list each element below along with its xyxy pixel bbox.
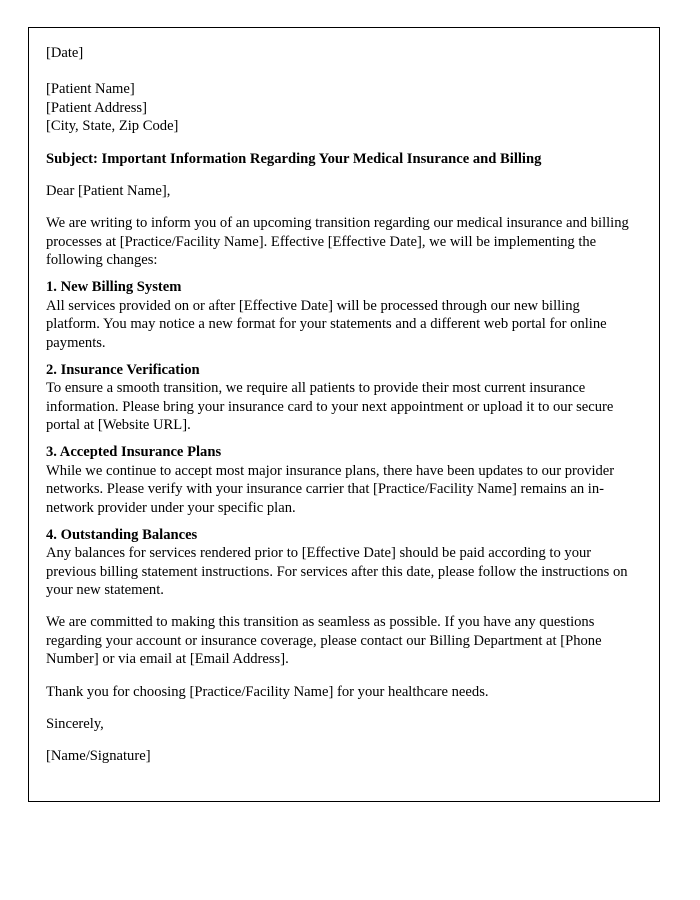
- recipient-address: [Patient Address]: [46, 99, 147, 116]
- subject-line: Subject: Important Information Regarding Your Medical Insurance and Billing: [46, 150, 542, 167]
- spacer: [46, 733, 631, 747]
- intro-paragraph: We are writing to inform you of an upcoming transition regarding our medical insurance and billing processes at [Practice/Facility Name]. Effective [Effective Date], we will be implementing the following changes:: [46, 215, 629, 268]
- section-4-heading: 4. Outstanding Balances: [46, 526, 198, 543]
- spacer: [46, 200, 631, 214]
- spacer: [46, 269, 631, 278]
- section-3-body: While we continue to accept most major insurance plans, there have been updates to our provider networks. Please verify with your insurance carrier that [Practice/Facility Name] remains an in-network provider under your specific plan.: [46, 462, 615, 516]
- spacer: [46, 599, 631, 613]
- spacer: [46, 352, 631, 361]
- thank-you-line: Thank you for choosing [Practice/Facility Name] for your healthcare needs.: [46, 683, 489, 700]
- spacer: [46, 517, 631, 526]
- section-3-heading: 3. Accepted Insurance Plans: [46, 444, 222, 461]
- letter-body: [46, 44, 631, 766]
- spacer: [46, 136, 631, 150]
- spacer: [46, 434, 631, 443]
- recipient-city-state-zip: [City, State, Zip Code]: [46, 118, 179, 135]
- section-1-heading: 1. New Billing System: [46, 279, 182, 296]
- section-2-heading: 2. Insurance Verification: [46, 361, 200, 378]
- signature-line: [Name/Signature]: [46, 748, 151, 765]
- spacer: [46, 168, 631, 182]
- recipient-name: [Patient Name]: [46, 81, 135, 98]
- spacer: [46, 701, 631, 715]
- date-line: [Date]: [46, 45, 84, 61]
- sign-off: Sincerely,: [46, 715, 104, 732]
- salutation: Dear [Patient Name],: [46, 182, 171, 199]
- section-4-body: Any balances for services rendered prior to [Effective Date] should be paid according to your previous billing statement instructions. For services after this date, please follow the instructions on your new statement.: [46, 545, 628, 598]
- section-2-body: To ensure a smooth transition, we require all patients to provide their most current insurance information. Please bring your insurance card to your next appointment or upload it to our secure portal at [Website URL].: [46, 380, 614, 433]
- spacer: [46, 62, 631, 80]
- spacer: [46, 669, 631, 683]
- closing-paragraph: We are committed to making this transition as seamless as possible. If you have any questions regarding your account or insurance coverage, please contact our Billing Department at [Phone Number] or via email at [Email Address].: [46, 614, 602, 668]
- section-1-body: All services provided on or after [Effective Date] will be processed through our new billing platform. You may notice a new format for your statements and a different web portal for online payments.: [46, 297, 607, 351]
